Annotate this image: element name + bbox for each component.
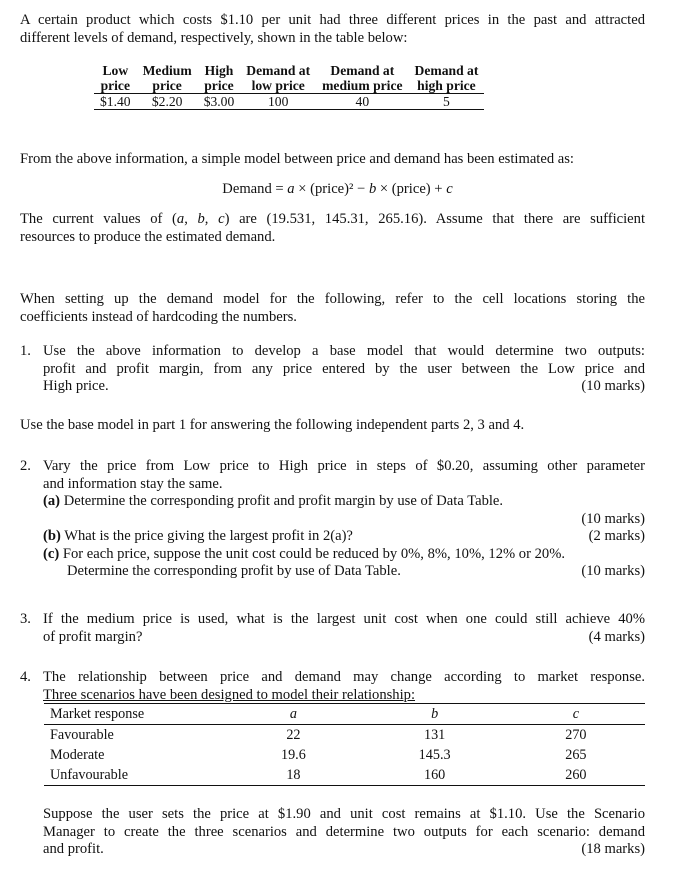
scenario-label: Unfavourable — [44, 765, 224, 786]
table-row — [44, 725, 645, 746]
header-b: b — [363, 704, 507, 725]
scenario-table — [44, 703, 645, 786]
eq-c: c — [446, 181, 453, 197]
scenario-b: 131 — [423, 727, 446, 743]
eq-b: b — [368, 181, 377, 197]
q4-number: 4. — [20, 669, 31, 685]
q2-line-2: and information stay the same. — [43, 475, 223, 492]
table-row — [44, 745, 645, 765]
q3-text — [43, 611, 645, 646]
q3-line-1: If the medium price is used, what is the largest unit cost when one could still achieve 40% — [43, 611, 645, 627]
q3-marks: (4 marks) — [588, 628, 645, 645]
header-medium-price-2: price — [137, 78, 198, 94]
q2-line-1: Vary the price from Low price to High price in steps of $0.20, assuming other parameter — [43, 458, 645, 474]
q3-number: 3. — [20, 611, 31, 627]
q2a-marks: (10 marks) — [581, 510, 645, 527]
q2b — [43, 528, 645, 546]
q2b-label: (b) — [43, 528, 61, 544]
header-high-price-1: High — [204, 63, 234, 78]
q1-number: 1. — [20, 343, 31, 359]
scenario-c: 265 — [565, 747, 587, 763]
q1-text — [43, 343, 645, 396]
scenario-label: Moderate — [50, 747, 105, 763]
header-demand-low-2: low price — [240, 78, 316, 94]
header-low-price-2: price — [94, 78, 137, 94]
scenario-label: Favourable — [50, 727, 114, 743]
setup-line-1: When setting up the demand model for the following, refer to the cell locations storing the — [20, 291, 645, 307]
q4-text — [43, 669, 645, 704]
cell-demand-high: 5 — [409, 94, 485, 110]
q4-instructions — [43, 806, 645, 859]
q2c-text-2: Determine the corresponding profit by use of Data Table. — [67, 563, 401, 579]
q4-after-1: Suppose the user sets the price at $1.90 and unit cost remains at $1.10. Use the Scenario — [43, 806, 645, 822]
intro-line-2: different levels of demand, respectively, shown in the table below: — [20, 29, 408, 46]
base-model-note: Use the base model in part 1 for answering the following independent parts 2, 3 and 4. — [20, 417, 525, 433]
eq-a: a — [287, 181, 295, 197]
table-row — [44, 765, 645, 786]
q4-after-2: Manager to create the three scenarios and determine two outputs for each scenario: demand — [43, 823, 645, 840]
scenario-c: 260 — [507, 765, 645, 786]
q2b-text: What is the price giving the largest profit in 2(a)? — [64, 528, 353, 544]
q2c-marks: (10 marks) — [581, 563, 645, 579]
header-market-response: Market response — [44, 704, 224, 725]
scenario-b: 160 — [363, 765, 507, 786]
q4-after-3: and profit. — [43, 841, 104, 857]
cell-demand-low: 100 — [240, 94, 316, 110]
eq-term2: × (price) + — [379, 181, 443, 197]
q1-line-1: Use the above information to develop a base model that would determine two outputs: — [43, 343, 645, 359]
cell-low-price: $1.40 — [94, 94, 137, 110]
q2a-text: Determine the corresponding profit and profit margin by use of Data Table. — [63, 493, 504, 509]
q2a — [43, 493, 645, 511]
header-demand-high-2: high price — [409, 78, 485, 94]
cell-high-price: $3.00 — [198, 94, 241, 110]
header-demand-low-1: Demand at — [246, 63, 311, 78]
price-demand-table — [94, 63, 484, 110]
q2c-text-1: For each price, suppose the unit cost could be reduced by 0%, 8%, 10%, 12% or 20%. — [62, 545, 565, 562]
scenario-c: 270 — [565, 727, 587, 743]
setup-line-2: coefficients instead of hardcoding the numbers. — [20, 308, 297, 325]
header-demand-high-1: Demand at — [414, 63, 479, 78]
q2b-marks: (2 marks) — [588, 528, 645, 544]
intro-paragraph — [20, 12, 645, 47]
demand-equation — [0, 181, 675, 199]
cell-medium-price: $2.20 — [137, 94, 198, 110]
eq-demand: Demand — [222, 181, 272, 197]
q4-marks: (18 marks) — [581, 841, 645, 857]
eq-term1: × (price)² − — [298, 181, 366, 197]
scenario-a: 19.6 — [280, 747, 306, 763]
q1-line-2: profit and profit margin, from any price entered by the user between the Low price and — [43, 360, 645, 377]
header-a: a — [224, 704, 362, 725]
q2c — [43, 546, 645, 564]
q2-number: 2. — [20, 458, 31, 474]
q4-line-1: The relationship between price and demand may change according to market response. — [43, 669, 645, 685]
coefficients-line-2: resources to produce the estimated demand. — [20, 228, 276, 245]
header-demand-medium-2: medium price — [316, 78, 408, 94]
intro-line-1: A certain product which costs $1.10 per unit had three different prices in the past and attracted — [20, 12, 645, 28]
eq-equals: = — [275, 181, 284, 197]
table-row — [94, 94, 484, 110]
model-lead: From the above information, a simple model between price and demand has been estimated as: — [20, 151, 574, 167]
header-low-price-1: Low — [102, 63, 129, 78]
header-medium-price-1: Medium — [142, 63, 192, 78]
scenario-a: 22 — [286, 727, 301, 743]
q4-line-2: Three scenarios have been designed to model their relationship: — [43, 686, 416, 703]
coefficients-line-1: The current values of (a, b, c) are (19.531, 145.31, 265.16). Assume that there are sufficient — [20, 211, 646, 227]
header-c: c — [507, 704, 645, 725]
q2a-label: (a) — [43, 493, 61, 509]
q1-line-3: High price. — [43, 378, 109, 394]
coefficients-paragraph — [20, 211, 645, 246]
q3-line-2: of profit margin? — [43, 628, 143, 645]
q2-text — [43, 458, 645, 581]
scenario-b: 145.3 — [418, 747, 451, 763]
scenario-a: 18 — [224, 765, 362, 786]
header-high-price-2: price — [198, 78, 241, 94]
q1-marks: (10 marks) — [581, 378, 645, 394]
header-demand-medium-1: Demand at — [330, 63, 395, 78]
cell-demand-medium: 40 — [316, 94, 408, 110]
q2c-label: (c) — [43, 545, 60, 562]
setup-paragraph — [20, 291, 645, 326]
